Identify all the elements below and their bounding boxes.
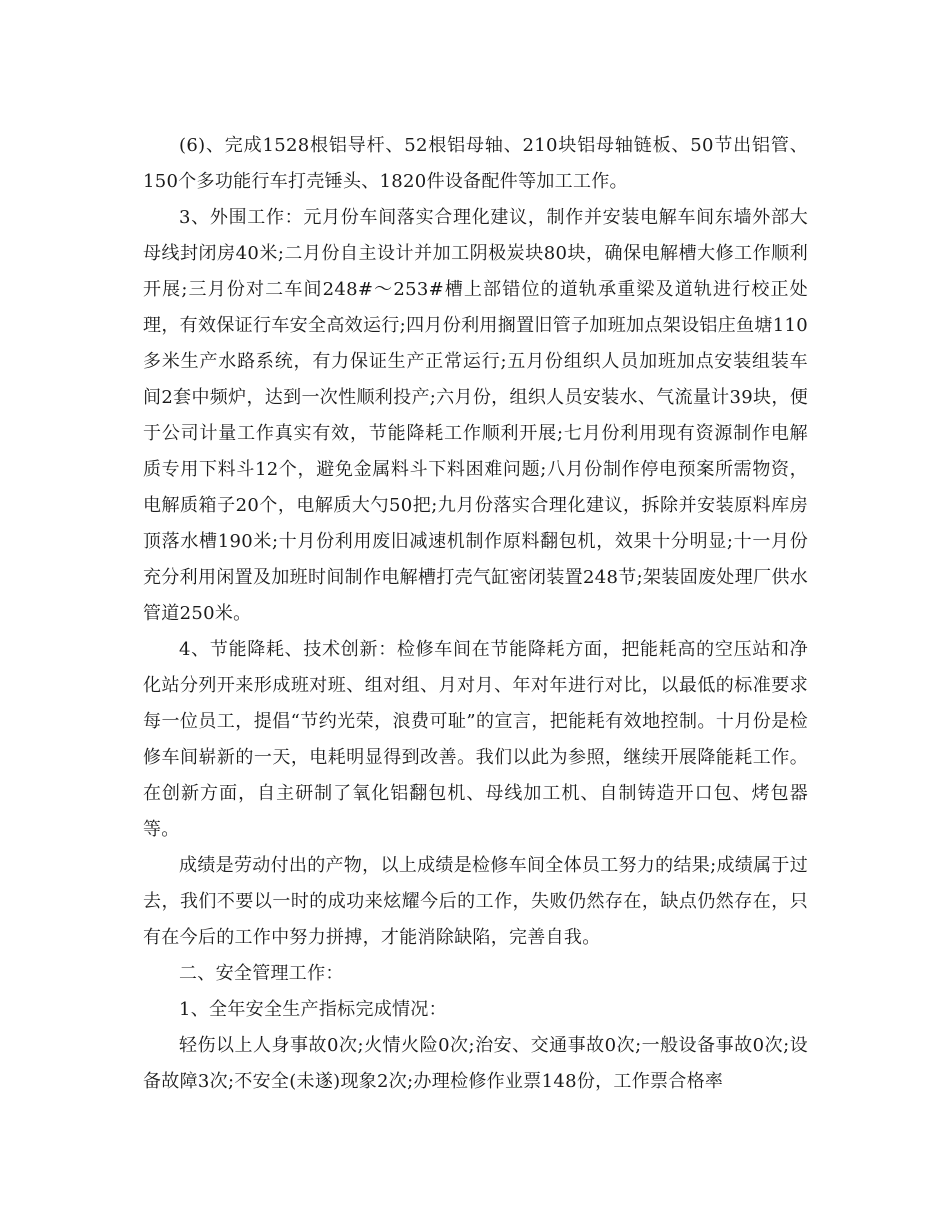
paragraph-energy-saving-innovation: 4、节能降耗、技术创新：检修车间在节能降耗方面，把能耗高的空压站和净化站分列开来形成班对班、组对组、月对月、年对年进行对比，以最低的标准要求每一位员工，提倡“节约光荣，浪费可耻”的宣言，把能耗有效地控制。十月份是检修车间崭新的一天，电耗明显得到改善。我们以此为参照，继续开展降能耗工作。在创新方面，自主研制了氧化铝翻包机、母线加工机、自制铸造开口包、烤包器等。 [143, 639, 808, 840]
paragraph-processing-work: (6)、完成1528根铝导杆、52根铝母轴、210块铝母轴链板、50节出铝管、150个多功能行车打壳锤头、1820件设备配件等加工工作。 [143, 135, 808, 192]
document-body [143, 128, 808, 1100]
paragraph-achievements-summary: 成绩是劳动付出的产物，以上成绩是检修车间全体员工努力的结果;成绩属于过去，我们不要以一时的成功来炫耀今后的工作，失败仍然存在，缺点仍然存在，只有在今后的工作中努力拼搏，才能消除缺陷，完善自我。 [143, 855, 808, 948]
paragraph-peripheral-work: 3、外围工作：元月份车间落实合理化建议，制作并安装电解车间东墙外部大母线封闭房40米;二月份自主设计并加工阴极炭块80块，确保电解槽大修工作顺利开展;三月份对二车间248#～253#槽上部错位的道轨承重梁及道轨进行校正处理，有效保证行车安全高效运行;四月份利用搁置旧管子加班加点架设铝庄鱼塘110多米生产水路系统，有力保证生产正常运行;五月份组织人员加班加点安装组装车间2套中频炉，达到一次性顺利投产;六月份，组织人员安装水、气流量计39块，便于公司计量工作真实有效，节能降耗工作顺利开展;七月份利用现有资源制作电解质专用下料斗12个，避免金属料斗下料困难问题;八月份制作停电预案所需物资，电解质箱子20个，电解质大勺50把;九月份落实合理化建议，拆除并安装原料库房顶落水槽190米;十月份利用废旧减速机制作原料翻包机，效果十分明显;十一月份充分利用闲置及加班时间制作电解槽打壳气缸密闭装置248节;架装固废处理厂供水管道250米。 [143, 207, 808, 624]
paragraph-safety-statistics: 轻伤以上人身事故0次;火情火险0次;治安、交通事故0次;一般设备事故0次;设备故障3次;不安全(未遂)现象2次;办理检修作业票148份，工作票合格率 [143, 1035, 808, 1092]
section-heading-safety-management: 二、安全管理工作： [179, 963, 344, 984]
subheading-safety-indicators: 1、全年安全生产指标完成情况： [179, 999, 447, 1020]
